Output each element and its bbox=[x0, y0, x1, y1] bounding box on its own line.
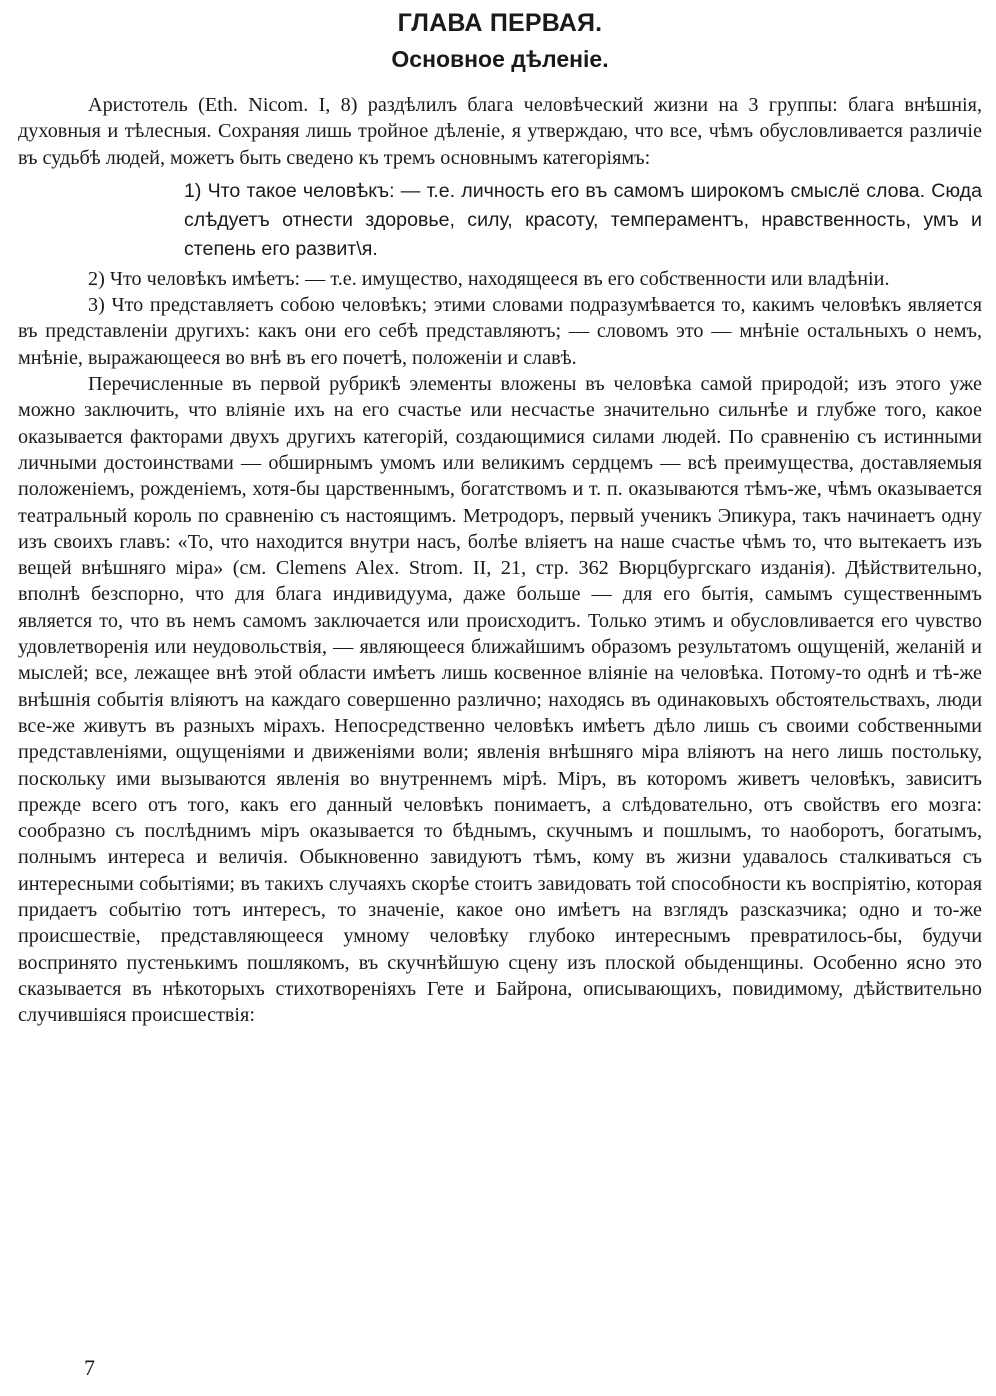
body-text bbox=[18, 92, 982, 1029]
page-number: 7 bbox=[84, 1355, 95, 1380]
list-item-point-3: 3) Что представляетъ собою человѣкъ; этими словами подразумѣвается то, какимъ человѣкъ является въ представленіи другихъ: какъ они его себѣ представляютъ; — словомъ это — мнѣніе остальныхъ о немъ, мнѣніе, выражающееся во внѣ въ его почетѣ, положеніи и славѣ. bbox=[18, 294, 982, 369]
chapter-title: ГЛАВА ПЕРВАЯ. bbox=[397, 9, 603, 37]
page bbox=[18, 8, 982, 1029]
paragraph-intro: Аристотель (Eth. Nicom. I, 8) раздѣлилъ блага человѣческий жизни на 3 группы: блага внѣшнія, духовныя и тѣлесныя. Сохраняя лишь тройное дѣленіе, я утверждаю, что все, чѣмъ обусловливается различіе въ судьбѣ людей, можетъ быть сведено къ тремъ основнымъ категоріямъ: bbox=[18, 94, 982, 169]
chapter-subtitle: Основное дѣленіе. bbox=[391, 46, 609, 72]
list-item-point-1: 1) Что такое человѣкъ: — т.е. личность его въ самомъ широкомъ смыслё слова. Сюда слѣдуетъ отнести здоровье, силу, красоту, темпераментъ, нравственность, умъ и степень его развит\я. bbox=[184, 179, 982, 260]
paragraph-main: Перечисленные въ первой рубрикѣ элементы вложены въ человѣка самой природой; изъ этого уже можно заключить, что вліяніе ихъ на его счастье или несчастье значительно сильнѣе и глубже того, какое оказывается факторами двухъ другихъ категорій, создающимися силами людей. По сравненію съ истинными личными достоинствами — обширнымъ умомъ или великимъ сердцемъ — всѣ преимущества, доставляемыя положеніемъ, рожденіемъ, хотя-бы царственнымъ, богатствомъ и т. п. оказываются тѣмъ-же, чѣмъ оказывается театральный король по сравненію съ настоящимъ. Метродоръ, первый ученикъ Эпикура, такъ начинаетъ одну изъ своихъ главъ: «То, что находится внутри насъ, болѣе вліяетъ на наше счастье чѣмъ то, что вытекаетъ изъ вещей внѣшняго міра» (см. Clemens Alex. Strom. II, 21, стр. 362 Вюрцбургскаго изданія). Дѣйствительно, вполнѣ безспорно, что для блага индивидуума, даже больше — для его бытія, самымъ существеннымъ является то, что въ немъ самомъ заключается или происходитъ. Только этимъ и обусловливается его чувство удовлетворенія или неудовольствія, — являющееся ближайшимъ образомъ результатомъ ощущеній, желаній и мыслей; все, лежащее внѣ этой области имѣетъ лишь косвенное вліяніе на человѣка. Потому-то однѣ и тѣ-же внѣшнія событія вліяютъ на каждаго совершенно различно; находясь въ одинаковыхъ обстоятельствахъ, люди все-же живутъ въ разныхъ мірахъ. Непосредственно человѣкъ имѣетъ дѣло лишь съ своими собственными представленіями, ощущеніями и движеніями воли; явленія внѣшняго міра вліяютъ на него лишь постольку, поскольку ими вызываются явленія во внутреннемъ мірѣ. Міръ, въ которомъ живетъ человѣкъ, зависитъ прежде всего отъ того, какъ его данный человѣкъ понимаетъ, а слѣдовательно, отъ свойствъ его мозга: сообразно съ послѣднимъ міръ оказывается то бѣднымъ, скучнымъ и пошлымъ, то наоборотъ, богатымъ, полнымъ интереса и величія. Обыкновенно завидуютъ тѣмъ, кому въ жизни удавалось сталкиваться съ интересными событіями; въ такихъ случаяхъ скорѣе стоитъ завидовать той способности къ воспріятію, которая придаетъ событію тотъ интересъ, то значеніе, какое оно имѣетъ на взглядъ разсказчика; одно и то-же происшествіе, представляющееся умному человѣку глубоко интереснымъ превратилось-бы, будучи воспринято пустенькимъ пошлякомъ, въ скучнѣйшую сцену изъ плоской обыденщины. Особенно ясно это сказывается въ нѣкоторыхъ стихотвореніяхъ Гете и Байрона, описывающихъ, повидимому, дѣйствительно случившіяся происшествія: bbox=[18, 373, 982, 1027]
list-item-point-2: 2) Что человѣкъ имѣетъ: — т.е. имущество, находящееся въ его собственности или владѣніи. bbox=[88, 267, 890, 290]
